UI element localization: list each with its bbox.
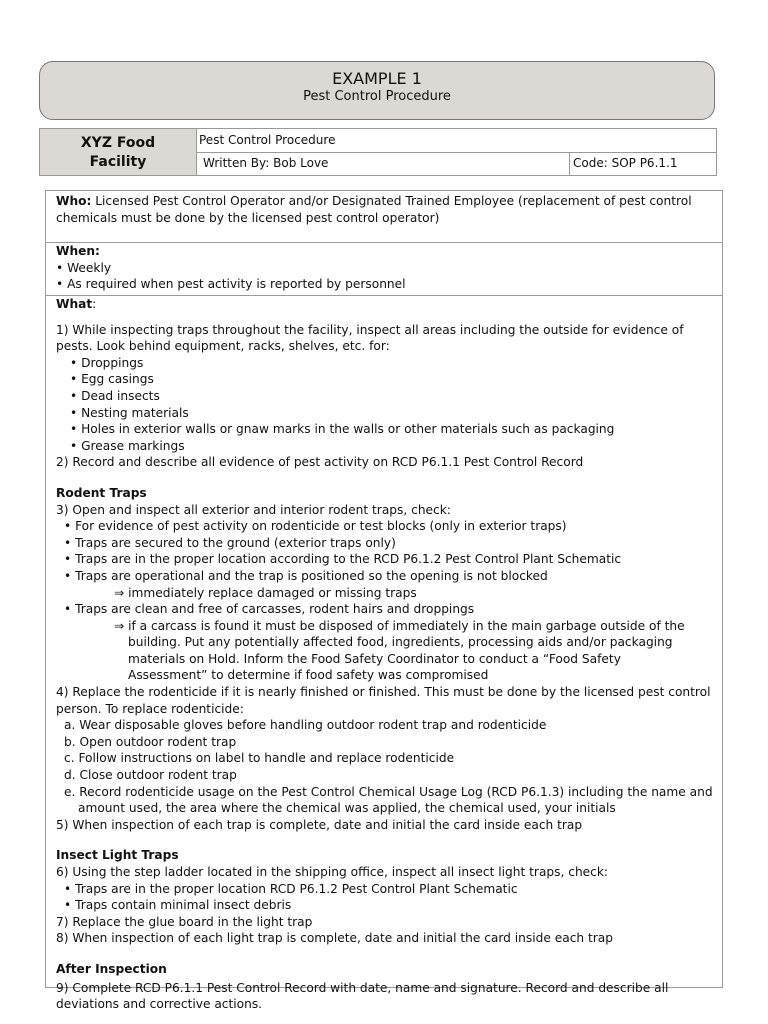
step-8: 8) When inspection of each light trap is complete, date and initial the card inside each trap (56, 931, 614, 946)
list-item: b. Open outdoor rodent trap (64, 734, 237, 749)
list-item: • Nesting materials (70, 405, 189, 420)
arrow-note: ⇒ immediately replace damaged or missing traps (114, 585, 417, 600)
step-4: 4) Replace the rodenticide if it is nearly finished or finished. This must be done by the licensed pest control person. To replace rodenticide: (56, 685, 711, 716)
who-section (46, 191, 722, 243)
list-item: • Traps contain minimal insect debris (64, 898, 292, 913)
procedure-name: Pest Control Procedure (197, 129, 716, 153)
list-item: • Traps are in the proper location according to the RCD P6.1.2 Pest Control Plant Schematic (64, 552, 622, 567)
list-item: • Traps are in the proper location RCD P6.1.2 Pest Control Plant Schematic (64, 881, 518, 896)
sop-code: Code: SOP P6.1.1 (573, 156, 678, 170)
list-item: • Egg casings (70, 372, 154, 387)
what-section (46, 296, 722, 1012)
list-item: d. Close outdoor rodent trap (64, 768, 237, 783)
step-9: 9) Complete RCD P6.1.1 Pest Control Record with date, name and signature. Record and describe all deviations and corrective actions. (56, 980, 669, 1012)
step-7: 7) Replace the glue board in the light trap (56, 914, 313, 929)
list-item: c. Follow instructions on label to handle and replace rodenticide (64, 751, 455, 766)
facility-name (40, 129, 197, 175)
list-item: • Holes in exterior walls or gnaw marks in the walls or other materials such as packaging (70, 422, 615, 437)
example-title: EXAMPLE 1 (332, 69, 422, 88)
arrow-note: ⇒ if a carcass is found it must be disposed of immediately in the main garbage outside of the building. Put any potentially affected food, ingredients, processing aids and/or packaging materials on Hold. Inform the Food Safety Coordinator to conduct a “Food Safety Assessment” to determine if food safety was compromised (114, 618, 685, 683)
when-item: • Weekly (56, 260, 112, 275)
written-by: Written By: Bob Love (197, 152, 570, 175)
rodent-traps-heading: Rodent Traps (56, 485, 147, 500)
step-6: 6) Using the step ladder located in the shipping office, inspect all insect light traps, check: (56, 865, 609, 879)
example-title-box (39, 61, 715, 120)
who-text: Licensed Pest Control Operator and/or Designated Trained Employee (replacement of pest control chemicals must be done by the licensed pest control operator) (56, 194, 692, 225)
list-item: • Traps are secured to the ground (exterior traps only) (64, 535, 396, 550)
procedure-body (45, 190, 723, 1012)
when-section (46, 243, 722, 296)
facility-line-2: Facility (89, 154, 147, 170)
when-label: When: (56, 244, 100, 258)
list-item: e. Record rodenticide usage on the Pest Control Chemical Usage Log (RCD P6.1.3) including the name and amount used, the area where the chemical was applied, the chemical used, your initials (64, 784, 713, 816)
insect-light-traps-heading: Insect Light Traps (56, 848, 179, 863)
who-label: Who: (56, 194, 92, 208)
step-2: 2) Record and describe all evidence of pest activity on RCD P6.1.1 Pest Control Record (56, 455, 584, 470)
when-item: • As required when pest activity is reported by personnel (56, 277, 406, 292)
what-label-suffix: : (92, 297, 97, 311)
list-item: • Dead insects (70, 388, 160, 403)
step-3: 3) Open and inspect all exterior and interior rodent traps, check: (56, 502, 451, 517)
facility-line-1: XYZ Food (80, 135, 156, 151)
list-item: a. Wear disposable gloves before handling outdoor rodent trap and rodenticide (64, 718, 547, 733)
step-1: 1) While inspecting traps throughout the facility, inspect all areas including the outside for evidence of pests. Look behind equipment, racks, shelves, etc. for: (56, 322, 684, 354)
list-item: • Traps are operational and the trap is positioned so the opening is not blocked (64, 568, 548, 583)
example-subtitle: Pest Control Procedure (303, 89, 451, 104)
document-header-table (39, 128, 717, 176)
list-item: • For evidence of pest activity on rodenticide or test blocks (only in exterior traps) (64, 519, 567, 534)
list-item: • Traps are clean and free of carcasses, rodent hairs and droppings (64, 602, 475, 617)
list-item: • Droppings (70, 355, 144, 370)
list-item: • Grease markings (70, 438, 185, 453)
step-5: 5) When inspection of each trap is complete, date and initial the card inside each trap (56, 817, 583, 832)
after-inspection-heading: After Inspection (56, 961, 167, 976)
what-label: What (56, 297, 93, 311)
